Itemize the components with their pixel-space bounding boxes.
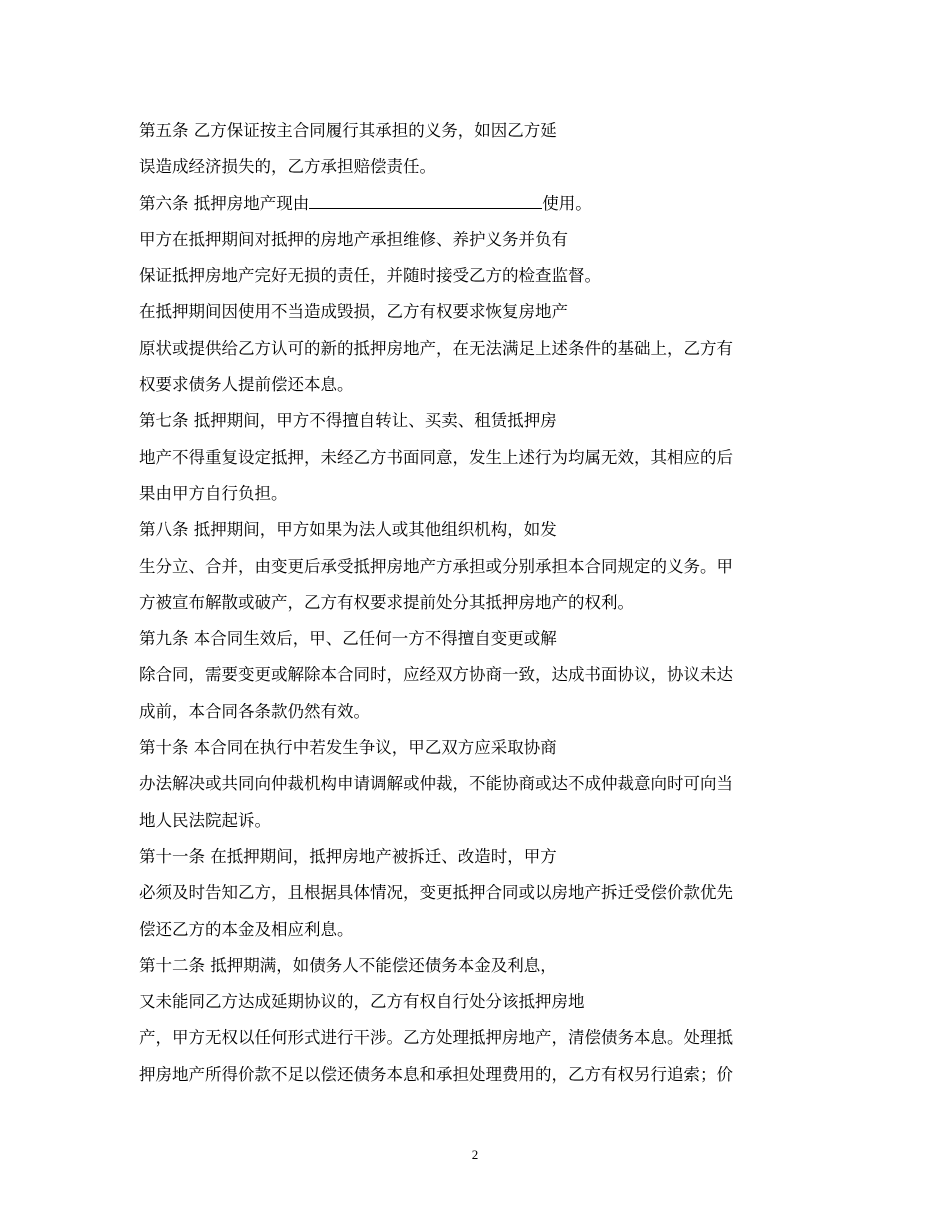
text-line: 第七条 抵押期间，甲方不得擅自转让、买卖、租赁抵押房 bbox=[139, 411, 557, 431]
text-line: 方被宣布解散或破产，乙方有权要求提前处分其抵押房地产的权利。 bbox=[139, 592, 634, 612]
text-line: 误造成经济损失的，乙方承担赔偿责任。 bbox=[139, 157, 436, 177]
text-line: 办法解决或共同向仲裁机构申请调解或仲裁，不能协商或达不成仲裁意向时可向当 bbox=[139, 774, 733, 794]
text-line: 第十条 本合同在执行中若发生争议，甲乙双方应采取协商 bbox=[139, 738, 557, 758]
text-line: 押房地产所得价款不足以偿还债务本息和承担处理费用的，乙方有权另行追索；价 bbox=[139, 1064, 733, 1084]
article-6-line bbox=[139, 186, 819, 222]
text-line: 生分立、合并，由变更后承受抵押房地产方承担或分别承担本合同规定的义务。甲 bbox=[139, 556, 733, 576]
text-line: 必须及时告知乙方，且根据具体情况，变更抵押合同或以房地产拆迁受偿价款优先 bbox=[139, 883, 733, 903]
article-6-suffix: 使用。 bbox=[542, 193, 592, 213]
article-6-prefix: 第六条 抵押房地产现由 bbox=[139, 193, 310, 213]
text-line: 第十二条 抵押期满，如债务人不能偿还债务本金及利息， bbox=[139, 955, 557, 975]
text-line: 第九条 本合同生效后，甲、乙任何一方不得擅自变更或解 bbox=[139, 629, 557, 649]
text-line: 地产不得重复设定抵押，未经乙方书面同意，发生上述行为均属无效，其相应的后 bbox=[139, 447, 733, 467]
document-body bbox=[139, 113, 819, 1093]
page-number: 2 bbox=[471, 1147, 479, 1162]
text-line: 又未能同乙方达成延期协议的，乙方有权自行处分该抵押房地 bbox=[139, 992, 585, 1012]
text-line: 产，甲方无权以任何形式进行干涉。乙方处理抵押房地产，清偿债务本息。处理抵 bbox=[139, 1028, 733, 1048]
text-line: 甲方在抵押期间对抵押的房地产承担维修、养护义务并负有 bbox=[139, 229, 568, 249]
text-line: 除合同，需要变更或解除本合同时，应经双方协商一致，达成书面协议，协议未达 bbox=[139, 665, 733, 685]
text-line: 第八条 抵押期间，甲方如果为法人或其他组织机构，如发 bbox=[139, 520, 557, 540]
text-line: 在抵押期间因使用不当造成毁损，乙方有权要求恢复房地产 bbox=[139, 302, 568, 322]
text-line: 偿还乙方的本金及相应利息。 bbox=[139, 919, 354, 939]
text-line: 第十一条 在抵押期间，抵押房地产被拆迁、改造时，甲方 bbox=[139, 846, 557, 866]
text-line: 权要求债务人提前偿还本息。 bbox=[139, 375, 354, 395]
text-line: 原状或提供给乙方认可的新的抵押房地产，在无法满足上述条件的基础上，乙方有 bbox=[139, 338, 733, 358]
text-line: 保证抵押房地产完好无损的责任，并随时接受乙方的检查监督。 bbox=[139, 266, 601, 286]
text-line: 果由甲方自行负担。 bbox=[139, 483, 288, 503]
fill-in-blank bbox=[309, 194, 542, 209]
text-line: 地人民法院起诉。 bbox=[139, 810, 271, 830]
text-line: 第五条 乙方保证按主合同履行其承担的义务，如因乙方延 bbox=[139, 121, 557, 140]
text-line: 成前，本合同各条款仍然有效。 bbox=[139, 701, 370, 721]
